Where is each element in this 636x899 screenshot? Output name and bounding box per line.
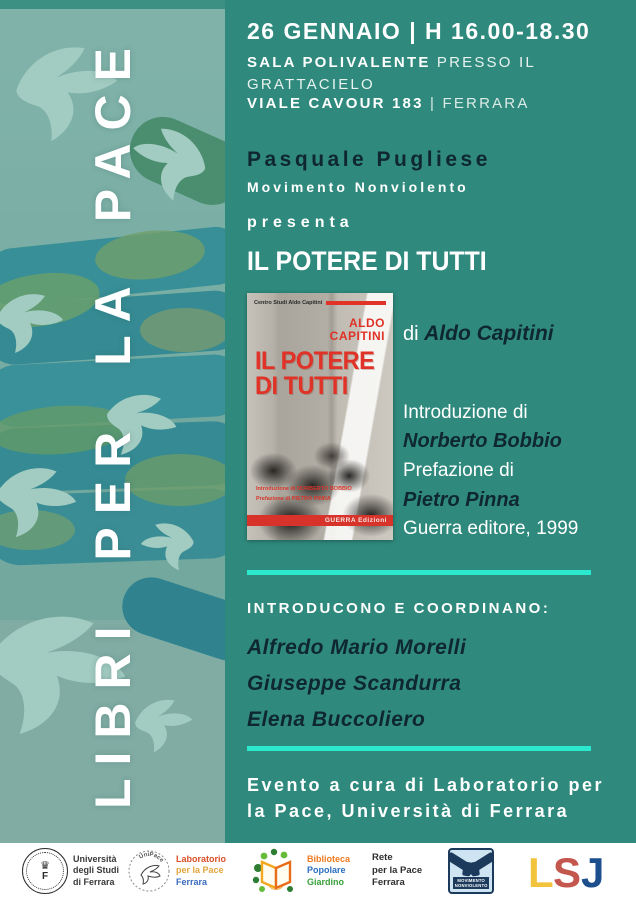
moderator-name: Giuseppe Scandurra [247,672,462,695]
lsj-letters-icon [528,849,606,893]
partner-logo-strip [0,843,636,899]
cover-introduction-line: Introduzione di NORBERTO BOBBIO [256,486,352,493]
rete-line2: per la Pace [372,864,423,876]
event-datetime: 26 GENNAIO | H 16.00-18.30 [247,18,591,44]
preface-label: Prefazione di [403,460,514,481]
divider-top [247,570,591,575]
divider-bottom [247,746,591,751]
unife-initial: F [41,870,49,882]
cover-red-bar [326,301,386,305]
cover-credits [256,485,352,504]
unife-line1: Università [73,854,117,865]
biblioteca-book-tree-icon [250,848,302,894]
presents-label: presenta [247,214,354,231]
event-address [247,95,530,112]
book-byline [403,322,554,346]
unife-crown-glyph: ♛ [40,859,50,872]
biblioteca-line2: Popolare [307,865,346,876]
event-details-panel [225,0,636,843]
rete-line3: Ferrara [372,877,405,889]
logo-unife [22,848,119,894]
cover-preface-line: Prefazione di PIETRO PINNA [256,495,331,502]
laboratorio-label [176,854,226,888]
address-street: VIALE CAVOUR 183 [247,95,430,112]
logo-movimento-nonviolento [448,848,494,894]
cover-author-line2: CAPITINI [329,328,385,343]
venue-name: SALA POLIVALENTE [247,54,431,71]
poster-vertical-title: LIBRI PER LA PACE [84,34,141,809]
unife-label [73,854,119,888]
cover-author-name [330,317,385,342]
unife-seal-icon [22,848,68,894]
moderator-name: Elena Buccoliero [247,708,426,731]
movimento-label-line1: MOVIMENTO [457,877,485,883]
movimento-label-line2: NONVIOLENTO [454,882,488,888]
introduction-label: Introduzione di [403,402,528,423]
unife-line3: di Ferrara [73,876,115,887]
address-city: | FERRARA [430,95,530,112]
book-display-title: IL POTERE DI TUTTI [247,246,487,276]
unipace-badge-text: UniPace [138,851,165,864]
biblioteca-line3: Giardino [307,876,345,887]
cover-publisher-bar [247,515,393,526]
credits-note: Evento a cura di Laboratorio per la Pace, Università di Ferrara [247,775,605,822]
movimento-hands-rifle-icon [448,848,494,894]
laboratorio-line1: Laboratorio [176,854,227,865]
cover-publisher: GUERRA Edizioni [324,517,387,524]
preface-author: Pietro Pinna [403,489,520,511]
lsj-letter-l: L [528,849,554,893]
presenter-name: Pasquale Pugliese [247,148,491,171]
cover-author-line1: ALDO [349,316,385,330]
cover-series-label: Centro Studi Aldo Capitini [254,300,323,306]
lsj-letter-j: J [581,849,605,893]
movimento-label [453,877,489,890]
introduction-author: Norberto Bobbio [403,430,562,452]
moderator-name: Alfredo Mario Morelli [247,636,467,659]
cover-title-line2: DI TUTTI [255,371,348,400]
rete-line1: Rete [372,852,393,864]
presenter-affiliation: Movimento Nonviolento [247,179,469,195]
moderators-heading: INTRODUCONO E COORDINANO: [247,600,551,617]
logo-biblioteca-giardino [250,848,350,894]
logo-rete-pace [372,852,422,889]
logo-laboratorio-pace [127,849,226,893]
lsj-letter-s: S [553,849,582,893]
laboratorio-line2: per la Pace [176,865,224,876]
biblioteca-label [307,854,350,888]
peace-photo-collage [0,0,225,843]
event-venue [247,52,577,96]
cover-title [255,349,374,398]
book-cover-image [247,293,393,540]
cover-series-row [254,300,386,306]
edition-line: Guerra editore, 1999 [403,518,579,539]
venue-detail: PRESSO IL GRATTACIELO [247,54,536,93]
by-prefix: di [403,323,425,345]
unipace-dove-icon [127,849,171,893]
laboratorio-line3: Ferrara [176,876,208,887]
book-author: Aldo Capitini [424,322,554,345]
logo-lsj [528,849,606,893]
cover-title-line1: IL POTERE [255,347,375,375]
biblioteca-line1: Biblioteca [307,854,351,865]
rete-label [372,852,422,889]
unife-line2: degli Studi [73,865,119,876]
